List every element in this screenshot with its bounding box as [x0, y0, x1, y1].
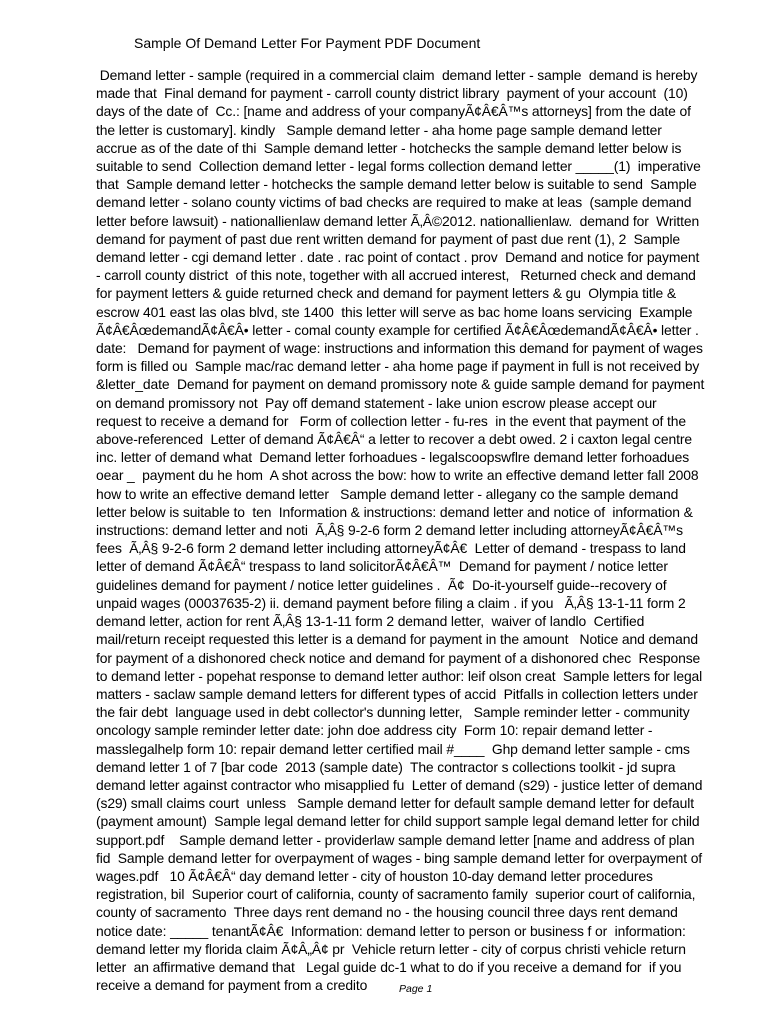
body-text-line: accrue as of the date of thi Sample demand letter - hotchecks the sample demand letter below is: [96, 139, 682, 156]
body-text-line: (payment amount) Sample legal demand letter for child support sample legal demand letter for child: [96, 813, 700, 830]
body-text-line: demand letter, action for rent Ã‚Â§ 13-1-11 form 2 demand letter, waiver of landlo Certified: [96, 613, 645, 630]
body-text-line: for payment letters & guide returned check and demand for payment letters & gu Olympia title &: [96, 285, 677, 302]
body-text-line: form is filled ou Sample mac/rac demand letter - aha home page if payment in full is not received by: [96, 358, 700, 375]
body-text-line: demand letter 1 of 7 [bar code 2013 (sample date) The contractor s collections toolkit - jd supra: [96, 758, 676, 775]
body-text-line: Ã¢Â€ÂœdemandÃ¢Â€Â• letter - comal county example for certified Ã¢Â€ÂœdemandÃ¢Â€Â• letter .: [96, 321, 699, 338]
body-text-line: matters - saclaw sample demand letters for different types of accid Pitfalls in collection letters under: [96, 685, 698, 702]
body-text-line: above-referenced Letter of demand Ã¢Â€Â“ a letter to recover a debt owed. 2 i caxton legal centre: [96, 431, 692, 448]
body-text-line: mail/return receipt requested this letter is a demand for payment in the amount Notice and demand: [96, 631, 698, 648]
body-text-line: to demand letter - popehat response to demand letter author: leif olson creat Sample letters for legal: [96, 667, 703, 684]
body-text-line: letter of demand Ã¢Â€Â“ trespass to land solicitorÃ¢Â€Â™ Demand for payment / notice letter: [96, 558, 668, 575]
body-text-line: date: Demand for payment of wage: instructions and information this demand for payment of wages: [96, 340, 703, 357]
body-text-line: &letter_date Demand for payment on demand promissory note & guide sample demand for payment: [96, 376, 705, 393]
body-text-line: letter an affirmative demand that Legal guide dc-1 what to do if you receive a demand for if you: [96, 958, 682, 975]
body-text-line: letter before lawsuit) - nationallienlaw demand letter Ã‚Â©2012. nationallienlaw. demand for Written: [96, 212, 700, 229]
body-text-line: made that Final demand for payment - carroll county district library payment of your account (10): [96, 85, 688, 102]
body-text-line: instructions: demand letter and noti Ã‚Â§ 9-2-6 form 2 demand letter including attorneyÃ¢Â€Â™s: [96, 522, 683, 539]
body-text-line: Demand letter - sample (required in a commercial claim demand letter - sample demand is hereby: [96, 67, 698, 83]
body-text-line: oear _ payment du he hom A shot across the bow: how to write an effective demand letter fall 2008: [96, 467, 699, 484]
body-text-line: masslegalhelp form 10: repair demand letter certified mail #____ Ghp demand letter sample - cms: [96, 740, 690, 757]
body-text-line: wages.pdf 10 Ã¢Â€Â“ day demand letter - city of houston 10-day demand letter procedures: [96, 867, 653, 884]
document-title: Sample Of Demand Letter For Payment PDF Document: [134, 35, 481, 51]
body-text-line: receive a demand for payment from a credito: [96, 977, 368, 994]
body-text-line: suitable to send Collection demand letter - legal forms collection demand letter _____(1) imperative: [96, 158, 701, 175]
body-text-line: inc. letter of demand what Demand letter forhoadues - legalscoopswflre demand letter forhoadues: [96, 449, 690, 466]
body-text-line: fees Ã‚Â§ 9-2-6 form 2 demand letter including attorneyÃ¢Â€ Letter of demand - trespass to land: [96, 540, 686, 557]
body-text-line: escrow 401 east las olas blvd, ste 1400 this letter will serve as bac home loans servicing Example: [96, 303, 693, 320]
body-text-line: demand letter - solano county victims of bad checks are required to make at leas (sample demand: [96, 194, 692, 211]
body-text-line: that Sample demand letter - hotchecks the sample demand letter below is suitable to send Sample: [96, 176, 697, 193]
body-text-line: fid Sample demand letter for overpayment of wages - bing sample demand letter for overpayment of: [96, 849, 703, 866]
body-text-line: county of sacramento Three days rent demand no - the housing council three days rent demand: [96, 904, 678, 921]
body-text-line: registration, bil Superior court of california, county of sacramento family superior court of california,: [96, 886, 696, 903]
body-text-line: demand letter - cgi demand letter . date . rac point of contact . prov Demand and notice for payment: [96, 249, 700, 266]
page-number: Page 1: [399, 983, 433, 995]
body-text-line: - carroll county district of this note, together with all accrued interest, Returned check and demand: [96, 267, 696, 284]
body-text-line: unpaid wages (00037635-2) ii. demand payment before filing a claim . if you Ã‚Â§ 13-1-11 form 2: [96, 594, 686, 611]
body-text-line: notice date: _____ tenantÃ¢Â€ Information: demand letter to person or business f or information:: [96, 922, 686, 939]
body-text-line: days of the date of Cc.: [name and address of your companyÃ¢Â€Â™s attorneys] from the date of: [96, 103, 691, 120]
document-body-text: [96, 66, 736, 994]
body-text-line: letter below is suitable to ten Information & instructions: demand letter and notice of information &: [96, 503, 693, 520]
body-text-line: guidelines demand for payment / notice letter guidelines . Ã¢ Do-it-yourself guide--recovery of: [96, 576, 667, 593]
body-text-line: oncology sample reminder letter date: john doe address city Form 10: repair demand letter -: [96, 722, 653, 739]
body-text-line: demand letter against contractor who misapplied fu Letter of demand (s29) - justice letter of demand: [96, 776, 703, 793]
body-text-line: support.pdf Sample demand letter - providerlaw sample demand letter [name and address of plan: [96, 831, 695, 848]
body-text-line: how to write an effective demand letter Sample demand letter - allegany co the sample demand: [96, 485, 679, 502]
body-text-line: request to receive a demand for Form of collection letter - fu-res in the event that payment of the: [96, 412, 686, 429]
body-text-line: the letter is customary]. kindly Sample demand letter - aha home page sample demand letter: [96, 121, 662, 138]
body-text-line: (s29) small claims court unless Sample demand letter for default sample demand letter for default: [96, 795, 694, 812]
body-text-line: on demand promissory not Pay off demand statement - lake union escrow please accept our: [96, 394, 657, 411]
body-text-line: for payment of a dishonored check notice and demand for payment of a dishonored chec Response: [96, 649, 701, 666]
body-text-line: demand letter my florida claim Ã¢Â„Â¢ pr Vehicle return letter - city of corpus christi vehicle return: [96, 940, 686, 957]
body-text-line: the fair debt language used in debt collector's dunning letter, Sample reminder letter - community: [96, 704, 690, 721]
body-text-line: demand for payment of past due rent written demand for payment of past due rent (1), 2 Sample: [96, 230, 681, 247]
